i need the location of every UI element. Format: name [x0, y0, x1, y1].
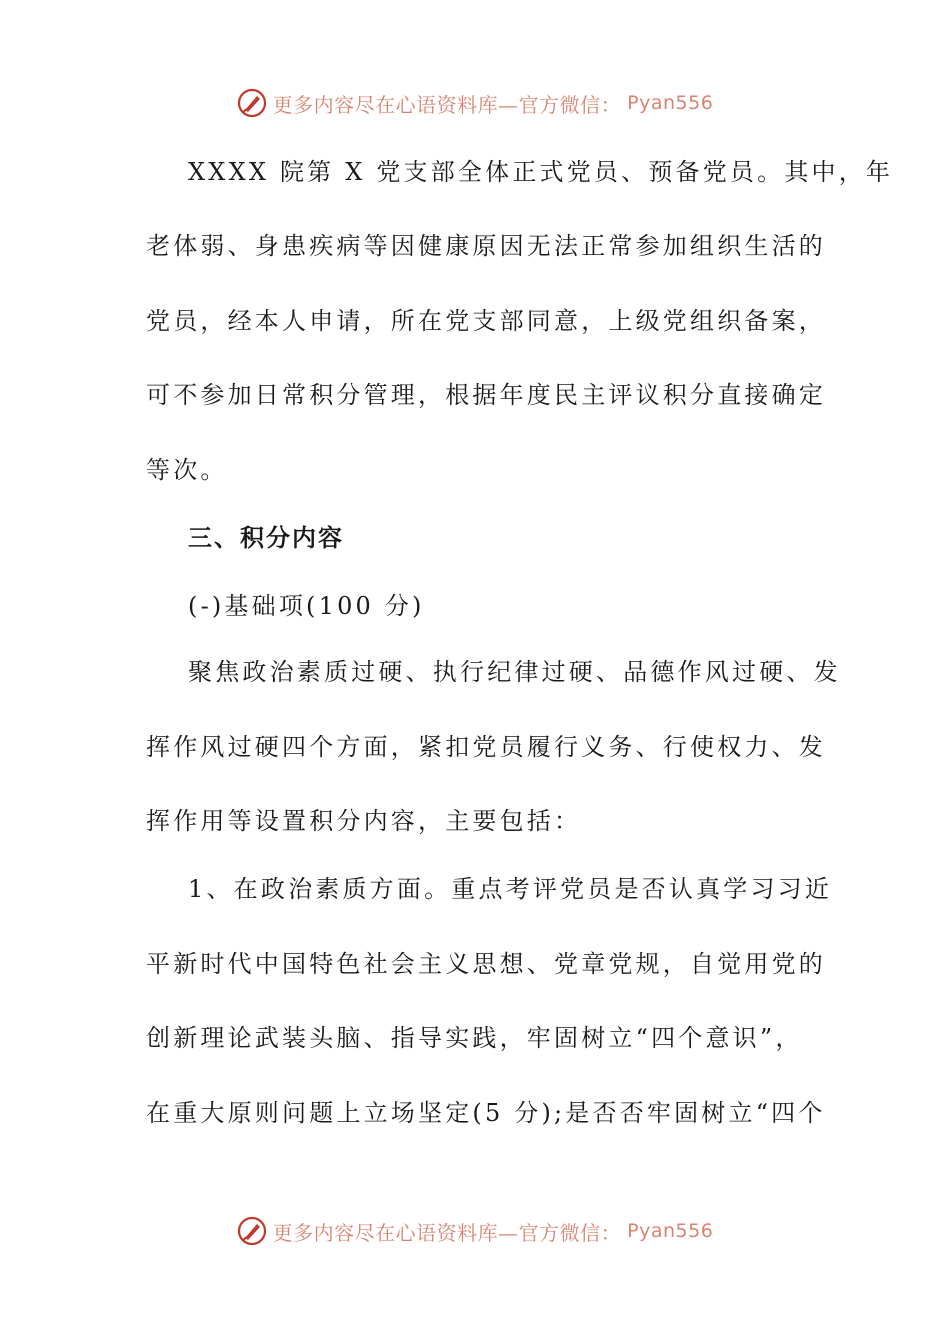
paragraph-1-line-5: 等次。 [146, 456, 228, 484]
footer-watermark [0, 1214, 950, 1248]
paragraph-2-line-2: 挥作风过硬四个方面，紧扣党员履行义务、行使权力、发 [146, 733, 826, 761]
watermark-text: 更多内容尽在心语资料库—官方微信： [272, 92, 622, 117]
watermark-wechat-id: Pyan556 [627, 1220, 714, 1242]
paragraph-3-line-2: 平新时代中国特色社会主义思想、党章党规，自觉用党的 [146, 950, 826, 978]
paragraph-1-line-1: XXXX 院第 X 党支部全体正式党员、预备党员。其中，年 [188, 158, 894, 186]
watermark-wechat-id: Pyan556 [627, 92, 714, 114]
paragraph-1-line-3: 党员，经本人申请，所在党支部同意，上级党组织备案， [146, 307, 826, 335]
subheading-basic-items: (-)基础项(100 分) [188, 592, 425, 620]
paragraph-1-line-4: 可不参加日常积分管理，根据年度民主评议积分直接确定 [146, 381, 826, 409]
paragraph-3-line-1: 1、在政治素质方面。重点考评党员是否认真学习习近 [188, 875, 833, 903]
section-heading: 三、积分内容 [188, 524, 344, 552]
quill-logo-icon [237, 88, 267, 118]
watermark-text: 更多内容尽在心语资料库—官方微信： [272, 1220, 622, 1245]
quill-logo-icon [237, 1216, 267, 1246]
paragraph-2-line-1: 聚焦政治素质过硬、执行纪律过硬、品德作风过硬、发 [188, 658, 841, 686]
paragraph-1-line-2: 老体弱、身患疾病等因健康原因无法正常参加组织生活的 [146, 232, 826, 260]
paragraph-2-line-3: 挥作用等设置积分内容，主要包括： [146, 807, 582, 835]
paragraph-3-line-4: 在重大原则问题上立场坚定(5 分);是否否牢固树立“四个 [146, 1099, 826, 1127]
header-watermark [0, 86, 950, 120]
paragraph-3-line-3: 创新理论武装头脑、指导实践，牢固树立“四个意识”， [146, 1024, 803, 1052]
